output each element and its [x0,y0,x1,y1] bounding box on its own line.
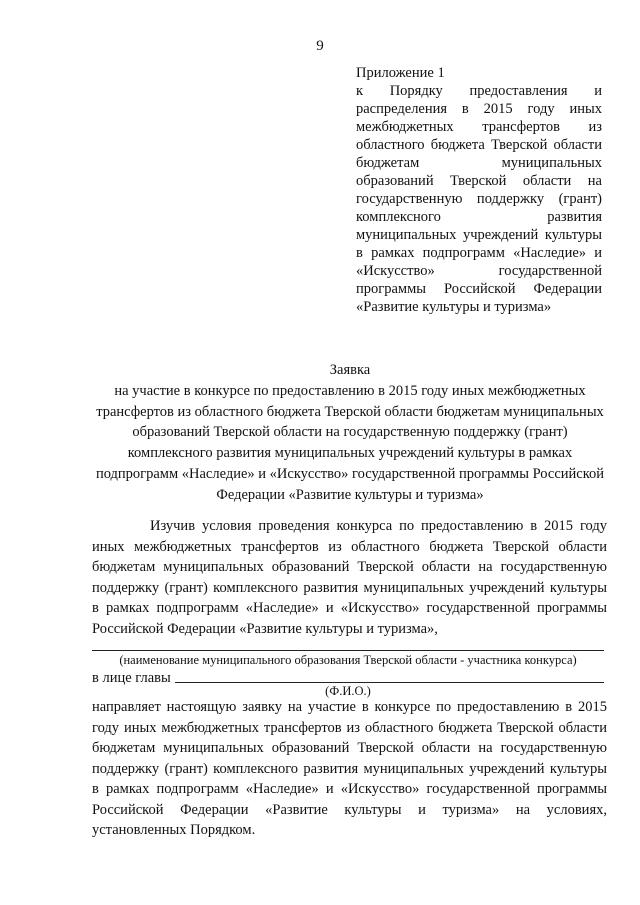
request-heading [92,360,608,506]
paragraph-intro: Изучив условия проведения конкурса по предоставлению в 2015 году иных межбюджетных трансфертов из областного бюджета Тверской области бюджетам муниципальных образований Тверской области на государственную поддержку (грант) комплексного развития муниципальных учреждений культуры в рамках подпрограмм «Наследие» и «Искусство» государственной программы Российской Федерации «Развитие культуры и туризма», [92,518,607,637]
paragraph-request: направляет настоящую заявку на участие в конкурсе по предоставлению в 2015 году иных межбюджетных трансфертов из областного бюджета Тверской области бюджетам муниципальных образований Тверской области на государственную поддержку (грант) комплексного развития муниципальных учреждений культуры в рамках подпрограмм «Наследие» и «Искусство» государственной программы Российской Федерации «Развитие культуры и туризма» на условиях, установленных Порядком. [92,699,607,838]
municipality-caption: (наименование муниципального образования Тверской области - участника конкурса) [119,653,577,667]
fio-caption: (Ф.И.О.) [325,684,371,698]
head-name-blank-line[interactable] [175,682,604,683]
appendix-title: Приложение 1 [356,65,445,81]
appendix-text: к Порядку предоставления и распределения в 2015 году иных межбюджетных трансфертов из областного бюджета Тверской области бюджетам муниципальных образований Тверской области на государственную поддержку (грант) комплексного развития муниципальных учреждений культуры в рамках подпрограмм «Наследие» и «Искусство» государственной программы Российской Федерации «Развитие культуры и туризма» [356,83,602,315]
municipality-blank-line[interactable] [92,650,604,651]
request-title: Заявка [329,362,371,378]
appendix-block [356,64,602,316]
request-subtitle: на участие в конкурсе по предоставлению в 2015 году иных межбюджетных трансфертов из областного бюджета Тверской области бюджетам муниципальных образований Тверской области на государственную поддержку (грант) комплексного развития муниципальных учреждений культуры в рамках подпрограмм «Наследие» и «Искусство» государственной программы Российской Федерации «Развитие культуры и туризма» [95,382,605,503]
head-label: в лице главы [92,670,171,686]
page-number: 9 [316,38,324,54]
